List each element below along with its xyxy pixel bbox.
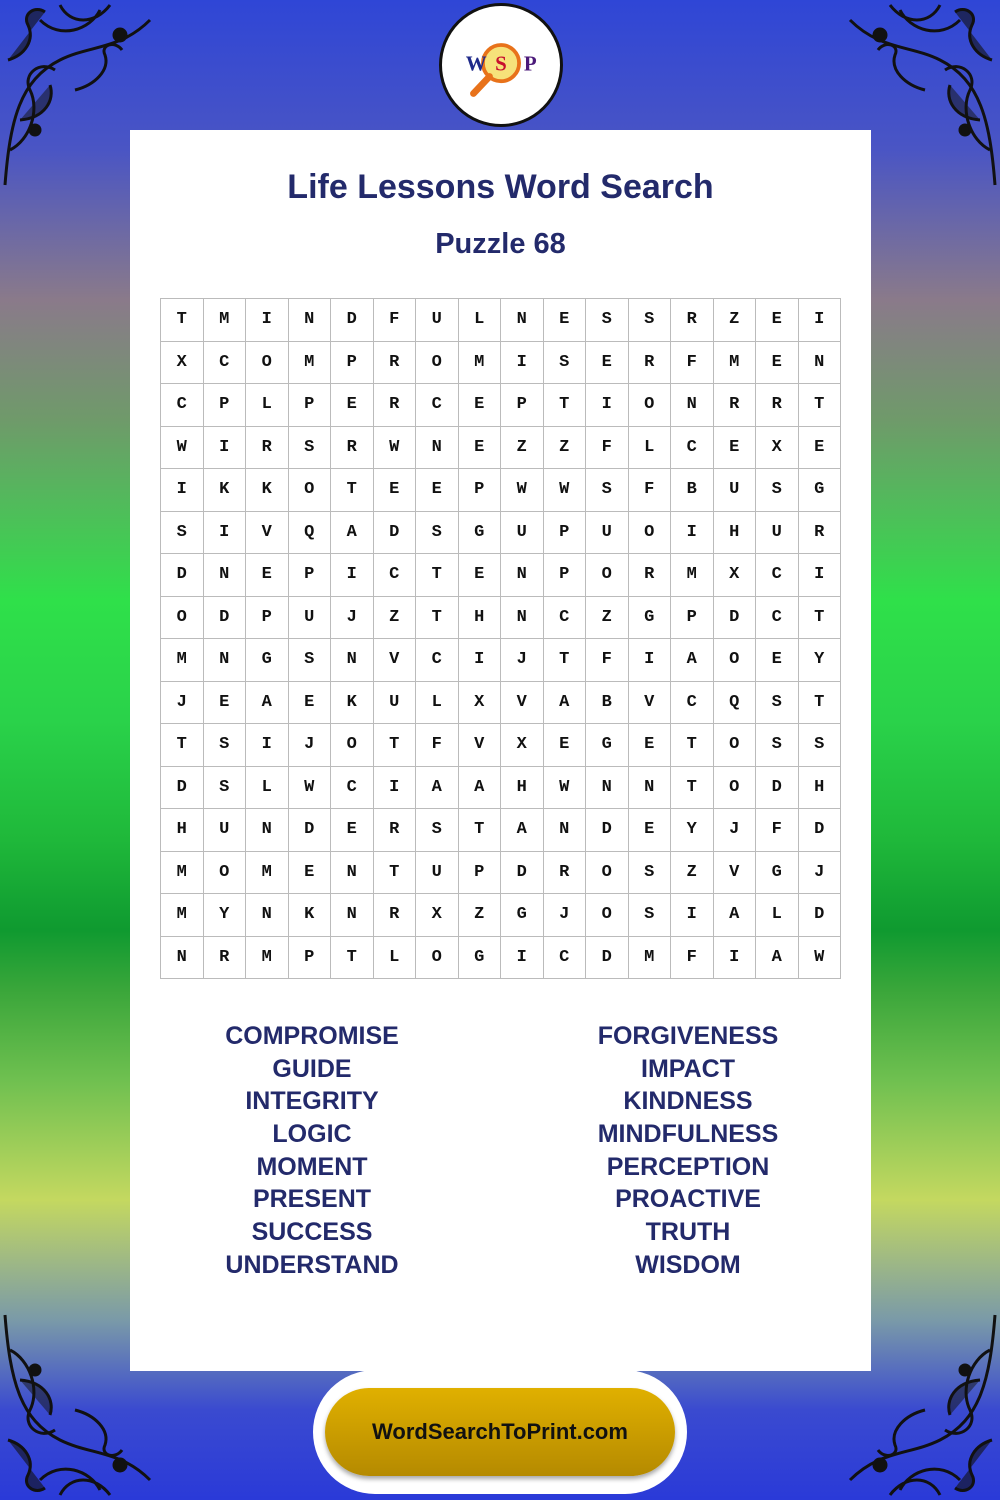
grid-cell[interactable]: G — [629, 597, 672, 640]
grid-cell[interactable]: J — [331, 597, 374, 640]
grid-cell[interactable]: X — [501, 724, 544, 767]
grid-cell[interactable]: E — [459, 427, 502, 470]
page-title: Life Lessons Word Search — [287, 168, 714, 206]
grid-cell[interactable]: W — [289, 767, 332, 810]
grid-cell[interactable]: T — [459, 809, 502, 852]
grid-cell[interactable]: T — [799, 682, 842, 725]
word-list-item: SUCCESS — [251, 1218, 373, 1247]
grid-cell[interactable]: P — [331, 342, 374, 385]
grid-cell[interactable]: R — [714, 384, 757, 427]
grid-cell[interactable]: E — [756, 299, 799, 342]
grid-cell[interactable]: R — [799, 512, 842, 555]
grid-cell[interactable]: D — [374, 512, 417, 555]
grid-cell[interactable]: S — [799, 724, 842, 767]
word-list-item: PRESENT — [252, 1185, 372, 1214]
grid-cell[interactable]: T — [331, 469, 374, 512]
grid-cell[interactable]: E — [289, 852, 332, 895]
word-list-item: TRUTH — [645, 1218, 731, 1247]
grid-cell[interactable]: H — [799, 767, 842, 810]
word-list-item: MOMENT — [256, 1152, 368, 1181]
grid-cell[interactable]: P — [289, 937, 332, 980]
grid-cell[interactable]: I — [246, 724, 289, 767]
grid-cell[interactable]: E — [246, 554, 289, 597]
grid-cell[interactable]: U — [416, 852, 459, 895]
grid-cell[interactable]: M — [161, 639, 204, 682]
grid-cell[interactable]: N — [289, 299, 332, 342]
grid-cell[interactable]: N — [246, 809, 289, 852]
grid-cell[interactable]: F — [586, 639, 629, 682]
grid-cell[interactable]: A — [416, 767, 459, 810]
grid-cell[interactable]: W — [161, 427, 204, 470]
word-list-left — [162, 1020, 462, 1282]
grid-cell[interactable]: R — [544, 852, 587, 895]
grid-cell[interactable]: R — [629, 342, 672, 385]
grid-cell[interactable]: G — [459, 512, 502, 555]
grid-cell[interactable]: N — [204, 554, 247, 597]
grid-cell[interactable]: K — [204, 469, 247, 512]
grid-cell[interactable]: O — [289, 469, 332, 512]
grid-cell[interactable]: I — [501, 937, 544, 980]
grid-cell[interactable]: N — [416, 427, 459, 470]
grid-cell[interactable]: T — [161, 724, 204, 767]
grid-cell[interactable]: U — [416, 299, 459, 342]
grid-cell[interactable]: L — [459, 299, 502, 342]
grid-cell[interactable]: N — [331, 852, 374, 895]
grid-cell[interactable]: I — [331, 554, 374, 597]
grid-cell[interactable]: E — [289, 682, 332, 725]
grid-cell[interactable]: Z — [501, 427, 544, 470]
grid-cell[interactable]: P — [671, 597, 714, 640]
logo-letter-p: P — [523, 51, 537, 76]
grid-cell[interactable]: O — [416, 342, 459, 385]
grid-cell[interactable]: Z — [714, 299, 757, 342]
grid-cell[interactable]: R — [204, 937, 247, 980]
grid-cell[interactable]: E — [714, 427, 757, 470]
grid-cell[interactable]: E — [204, 682, 247, 725]
grid-cell[interactable]: F — [374, 299, 417, 342]
grid-cell[interactable]: T — [416, 597, 459, 640]
grid-cell[interactable]: O — [629, 384, 672, 427]
grid-cell[interactable]: T — [671, 767, 714, 810]
grid-cell[interactable]: D — [586, 937, 629, 980]
grid-cell[interactable]: U — [204, 809, 247, 852]
grid-cell[interactable]: U — [374, 682, 417, 725]
grid-cell[interactable]: M — [246, 852, 289, 895]
grid-cell[interactable]: L — [629, 427, 672, 470]
grid-cell[interactable]: I — [671, 894, 714, 937]
grid-cell[interactable]: P — [289, 384, 332, 427]
grid-cell[interactable]: S — [756, 682, 799, 725]
grid-cell[interactable]: B — [671, 469, 714, 512]
grid-cell[interactable]: N — [629, 767, 672, 810]
grid-cell[interactable]: G — [459, 937, 502, 980]
grid-cell[interactable]: D — [161, 767, 204, 810]
grid-cell[interactable]: J — [289, 724, 332, 767]
grid-cell[interactable]: I — [374, 767, 417, 810]
grid-cell[interactable]: R — [246, 427, 289, 470]
grid-cell[interactable]: X — [459, 682, 502, 725]
grid-cell[interactable]: T — [374, 724, 417, 767]
grid-cell[interactable]: S — [289, 639, 332, 682]
grid-cell[interactable]: C — [671, 682, 714, 725]
grid-cell[interactable]: R — [671, 299, 714, 342]
grid-cell[interactable]: D — [799, 894, 842, 937]
grid-cell[interactable]: A — [501, 809, 544, 852]
grid-cell[interactable]: S — [204, 724, 247, 767]
grid-cell[interactable]: M — [671, 554, 714, 597]
grid-cell[interactable]: C — [374, 554, 417, 597]
grid-cell[interactable]: O — [246, 342, 289, 385]
grid-cell[interactable]: T — [161, 299, 204, 342]
grid-cell[interactable]: D — [161, 554, 204, 597]
grid-cell[interactable]: W — [501, 469, 544, 512]
grid-cell[interactable]: T — [544, 384, 587, 427]
grid-cell[interactable]: P — [459, 469, 502, 512]
grid-cell[interactable]: N — [501, 554, 544, 597]
grid-cell[interactable]: F — [671, 937, 714, 980]
grid-cell[interactable]: O — [714, 767, 757, 810]
word-list-item: IMPACT — [641, 1054, 735, 1083]
grid-cell[interactable]: S — [416, 809, 459, 852]
grid-cell[interactable]: M — [246, 937, 289, 980]
word-list-item: LOGIC — [272, 1120, 352, 1149]
grid-cell[interactable]: B — [586, 682, 629, 725]
grid-cell[interactable]: U — [289, 597, 332, 640]
grid-cell[interactable]: X — [161, 342, 204, 385]
grid-cell[interactable]: V — [374, 639, 417, 682]
grid-cell[interactable]: S — [586, 299, 629, 342]
grid-cell[interactable]: H — [161, 809, 204, 852]
grid-cell[interactable]: S — [629, 299, 672, 342]
grid-cell[interactable]: S — [289, 427, 332, 470]
grid-cell[interactable]: D — [586, 809, 629, 852]
grid-cell[interactable]: U — [714, 469, 757, 512]
grid-cell[interactable]: F — [671, 342, 714, 385]
grid-cell[interactable]: D — [756, 767, 799, 810]
grid-cell[interactable]: N — [246, 894, 289, 937]
grid-cell[interactable]: C — [671, 427, 714, 470]
grid-cell[interactable]: W — [799, 937, 842, 980]
grid-cell[interactable]: P — [204, 384, 247, 427]
grid-cell[interactable]: R — [374, 894, 417, 937]
grid-cell[interactable]: M — [629, 937, 672, 980]
grid-cell[interactable]: M — [204, 299, 247, 342]
grid-cell[interactable]: A — [671, 639, 714, 682]
grid-cell[interactable]: O — [161, 597, 204, 640]
grid-cell[interactable]: X — [756, 427, 799, 470]
grid-cell[interactable]: P — [544, 512, 587, 555]
word-list-item: GUIDE — [272, 1054, 352, 1083]
grid-cell[interactable]: V — [459, 724, 502, 767]
grid-cell[interactable]: S — [756, 469, 799, 512]
grid-cell[interactable]: E — [756, 639, 799, 682]
grid-cell[interactable]: P — [289, 554, 332, 597]
grid-cell[interactable]: V — [501, 682, 544, 725]
grid-cell[interactable]: T — [799, 384, 842, 427]
grid-cell[interactable]: N — [161, 937, 204, 980]
grid-cell[interactable]: S — [416, 512, 459, 555]
grid-cell[interactable]: E — [799, 427, 842, 470]
logo-letter-s: S — [495, 51, 507, 76]
grid-cell[interactable]: L — [246, 767, 289, 810]
grid-cell[interactable]: E — [331, 384, 374, 427]
grid-cell[interactable]: R — [374, 384, 417, 427]
grid-cell[interactable]: R — [629, 554, 672, 597]
grid-cell[interactable]: I — [246, 299, 289, 342]
grid-cell[interactable]: M — [714, 342, 757, 385]
word-list-item: FORGIVENESS — [597, 1022, 779, 1050]
grid-cell[interactable]: P — [459, 852, 502, 895]
grid-cell[interactable]: K — [289, 894, 332, 937]
grid-cell[interactable]: R — [374, 342, 417, 385]
grid-cell[interactable]: E — [459, 384, 502, 427]
grid-cell[interactable]: Z — [459, 894, 502, 937]
grid-cell[interactable]: Y — [204, 894, 247, 937]
grid-cell[interactable]: E — [459, 554, 502, 597]
grid-cell[interactable]: Z — [374, 597, 417, 640]
grid-cell[interactable]: O — [416, 937, 459, 980]
grid-cell[interactable]: T — [331, 937, 374, 980]
grid-cell[interactable]: S — [629, 852, 672, 895]
grid-cell[interactable]: O — [714, 724, 757, 767]
grid-cell[interactable]: H — [501, 767, 544, 810]
grid-cell[interactable]: G — [501, 894, 544, 937]
grid-cell[interactable]: L — [374, 937, 417, 980]
grid-cell[interactable]: M — [289, 342, 332, 385]
grid-cell[interactable]: K — [246, 469, 289, 512]
grid-cell[interactable]: A — [331, 512, 374, 555]
grid-cell[interactable]: H — [714, 512, 757, 555]
word-list-item: PROACTIVE — [615, 1185, 761, 1214]
grid-cell[interactable]: O — [586, 852, 629, 895]
grid-cell[interactable]: I — [204, 427, 247, 470]
grid-cell[interactable]: A — [756, 937, 799, 980]
grid-cell[interactable]: I — [629, 639, 672, 682]
puzzle-number: Puzzle 68 — [435, 228, 566, 260]
grid-cell[interactable]: I — [799, 554, 842, 597]
grid-cell[interactable]: O — [714, 639, 757, 682]
grid-cell[interactable]: J — [714, 809, 757, 852]
grid-cell[interactable]: C — [756, 597, 799, 640]
grid-cell[interactable]: E — [374, 469, 417, 512]
grid-cell[interactable]: T — [671, 724, 714, 767]
word-list-item: INTEGRITY — [245, 1087, 379, 1116]
grid-cell[interactable]: E — [586, 342, 629, 385]
grid-cell[interactable]: U — [586, 512, 629, 555]
grid-cell[interactable]: F — [629, 469, 672, 512]
grid-cell[interactable]: Q — [289, 512, 332, 555]
grid-cell[interactable]: D — [501, 852, 544, 895]
grid-cell[interactable]: R — [331, 427, 374, 470]
grid-cell[interactable]: S — [586, 469, 629, 512]
grid-cell[interactable]: R — [374, 809, 417, 852]
grid-cell[interactable]: H — [459, 597, 502, 640]
grid-cell[interactable]: L — [416, 682, 459, 725]
grid-cell[interactable]: O — [586, 554, 629, 597]
grid-cell[interactable]: I — [204, 512, 247, 555]
grid-cell[interactable]: I — [714, 937, 757, 980]
grid-cell[interactable]: O — [331, 724, 374, 767]
grid-cell[interactable]: N — [331, 894, 374, 937]
word-list-item: UNDERSTAND — [225, 1250, 399, 1279]
grid-cell[interactable]: C — [544, 937, 587, 980]
grid-cell[interactable]: E — [629, 809, 672, 852]
grid-cell[interactable]: E — [544, 724, 587, 767]
grid-cell[interactable]: C — [416, 384, 459, 427]
grid-cell[interactable]: G — [586, 724, 629, 767]
grid-cell[interactable]: Q — [714, 682, 757, 725]
grid-cell[interactable]: G — [799, 469, 842, 512]
grid-cell[interactable]: V — [714, 852, 757, 895]
grid-cell[interactable]: A — [714, 894, 757, 937]
word-list-item: KINDNESS — [623, 1087, 753, 1116]
grid-cell[interactable]: M — [161, 894, 204, 937]
grid-cell[interactable]: D — [714, 597, 757, 640]
grid-cell[interactable]: S — [204, 767, 247, 810]
grid-cell[interactable]: I — [459, 639, 502, 682]
grid-cell[interactable]: A — [246, 682, 289, 725]
grid-cell[interactable]: C — [161, 384, 204, 427]
grid-cell[interactable]: S — [629, 894, 672, 937]
grid-cell[interactable]: I — [671, 512, 714, 555]
grid-cell[interactable]: R — [756, 384, 799, 427]
logo-letter-w: W — [465, 51, 487, 76]
grid-cell[interactable]: N — [544, 809, 587, 852]
grid-cell[interactable]: C — [756, 554, 799, 597]
grid-cell[interactable]: L — [246, 384, 289, 427]
grid-cell[interactable]: J — [544, 894, 587, 937]
grid-cell[interactable]: I — [501, 342, 544, 385]
grid-cell[interactable]: C — [204, 342, 247, 385]
word-list-item: WISDOM — [635, 1250, 741, 1279]
website-link-button[interactable]: WordSearchToPrint.com — [325, 1388, 675, 1476]
word-list-item: MINDFULNESS — [597, 1120, 779, 1149]
grid-cell[interactable]: E — [629, 724, 672, 767]
grid-cell[interactable]: D — [331, 299, 374, 342]
grid-cell[interactable]: C — [331, 767, 374, 810]
grid-cell[interactable]: Z — [544, 427, 587, 470]
grid-cell[interactable]: F — [416, 724, 459, 767]
grid-cell[interactable]: Y — [799, 639, 842, 682]
grid-cell[interactable]: T — [374, 852, 417, 895]
grid-cell[interactable]: T — [416, 554, 459, 597]
grid-cell[interactable]: X — [416, 894, 459, 937]
grid-cell[interactable]: O — [586, 894, 629, 937]
grid-cell[interactable]: P — [246, 597, 289, 640]
grid-cell[interactable]: N — [501, 597, 544, 640]
grid-cell[interactable]: A — [459, 767, 502, 810]
grid-cell[interactable]: E — [331, 809, 374, 852]
grid-cell[interactable]: Z — [586, 597, 629, 640]
word-list-item: PERCEPTION — [606, 1152, 770, 1181]
grid-cell[interactable]: Z — [671, 852, 714, 895]
grid-cell[interactable]: E — [416, 469, 459, 512]
grid-cell[interactable]: D — [289, 809, 332, 852]
grid-cell[interactable]: N — [799, 342, 842, 385]
grid-cell[interactable]: M — [459, 342, 502, 385]
letter-grid — [160, 298, 841, 979]
grid-cell[interactable]: V — [629, 682, 672, 725]
grid-cell[interactable]: S — [756, 724, 799, 767]
grid-cell[interactable]: J — [161, 682, 204, 725]
word-list-item: COMPROMISE — [225, 1022, 399, 1050]
grid-cell[interactable]: J — [501, 639, 544, 682]
grid-cell[interactable]: X — [714, 554, 757, 597]
grid-cell[interactable]: W — [544, 767, 587, 810]
grid-cell[interactable]: L — [756, 894, 799, 937]
grid-cell[interactable]: U — [756, 512, 799, 555]
grid-cell[interactable]: Y — [671, 809, 714, 852]
grid-cell[interactable]: I — [586, 384, 629, 427]
word-list-right — [538, 1020, 838, 1282]
puzzle-sheet — [130, 130, 871, 1371]
grid-cell[interactable]: E — [544, 299, 587, 342]
grid-cell[interactable]: E — [756, 342, 799, 385]
grid-cell[interactable]: S — [544, 342, 587, 385]
grid-cell[interactable]: N — [671, 384, 714, 427]
wsp-logo[interactable] — [439, 3, 563, 127]
grid-cell[interactable]: N — [331, 639, 374, 682]
grid-cell[interactable]: N — [204, 639, 247, 682]
grid-cell[interactable]: J — [799, 852, 842, 895]
grid-cell[interactable]: C — [416, 639, 459, 682]
grid-cell[interactable]: M — [161, 852, 204, 895]
grid-cell[interactable]: A — [544, 682, 587, 725]
grid-cell[interactable]: W — [544, 469, 587, 512]
grid-cell[interactable]: T — [799, 597, 842, 640]
grid-cell[interactable]: D — [204, 597, 247, 640]
grid-cell[interactable]: O — [204, 852, 247, 895]
grid-cell[interactable]: I — [161, 469, 204, 512]
grid-cell[interactable]: O — [629, 512, 672, 555]
grid-cell[interactable]: N — [501, 299, 544, 342]
grid-cell[interactable]: I — [799, 299, 842, 342]
grid-cell[interactable]: P — [544, 554, 587, 597]
grid-cell[interactable]: D — [799, 809, 842, 852]
grid-cell[interactable]: G — [246, 639, 289, 682]
grid-cell[interactable]: S — [161, 512, 204, 555]
grid-cell[interactable]: F — [756, 809, 799, 852]
grid-cell[interactable]: F — [586, 427, 629, 470]
grid-cell[interactable]: V — [246, 512, 289, 555]
grid-cell[interactable]: P — [501, 384, 544, 427]
grid-cell[interactable]: N — [586, 767, 629, 810]
grid-cell[interactable]: G — [756, 852, 799, 895]
grid-cell[interactable]: T — [544, 639, 587, 682]
grid-cell[interactable]: W — [374, 427, 417, 470]
grid-cell[interactable]: K — [331, 682, 374, 725]
grid-cell[interactable]: C — [544, 597, 587, 640]
grid-cell[interactable]: U — [501, 512, 544, 555]
